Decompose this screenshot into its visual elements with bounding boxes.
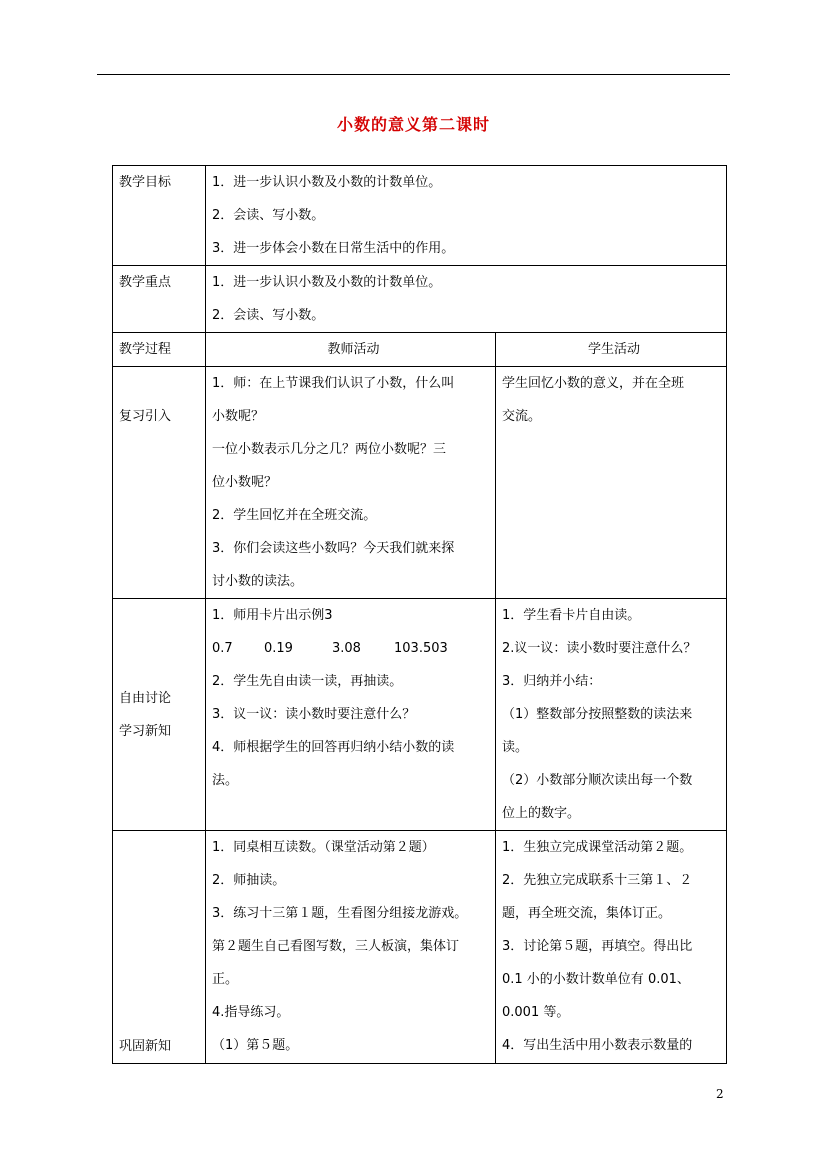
explore-student-line: 3．归纳并小结： bbox=[502, 674, 602, 689]
example-number: 3.08 bbox=[332, 641, 361, 656]
goal-content bbox=[206, 166, 727, 266]
example-number: 103.503 bbox=[394, 641, 448, 656]
label-consolidate bbox=[113, 831, 206, 1064]
consolidate-student-line: 0.001 等。 bbox=[502, 1005, 570, 1020]
row-teaching-goal bbox=[113, 166, 727, 266]
document-title: 小数的意义第二课时 bbox=[336, 115, 490, 134]
header-teacher-activity: 教师活动 bbox=[206, 333, 496, 367]
label-teaching-goal: 教学目标 bbox=[113, 166, 206, 266]
header-rule bbox=[97, 74, 730, 75]
lesson-plan-table bbox=[112, 165, 727, 1064]
consolidate-student bbox=[496, 831, 727, 1064]
explore-student-line: 读。 bbox=[502, 740, 529, 755]
review-teacher-line: 1．师：在上节课我们认识了小数，什么叫 bbox=[212, 376, 455, 391]
review-teacher-line: 3．你们会读这些小数吗？今天我们就来探 bbox=[212, 541, 455, 556]
consolidate-student-line: 题，再全班交流，集体订正。 bbox=[502, 906, 672, 921]
key-item: 1．进一步认识小数及小数的计数单位。 bbox=[212, 275, 442, 290]
explore-student-line: 2.议一议：读小数时要注意什么？ bbox=[502, 641, 697, 656]
goal-item: 1．进一步认识小数及小数的计数单位。 bbox=[212, 175, 442, 190]
explore-student-line: （1）整数部分按照整数的读法来 bbox=[502, 707, 693, 722]
review-student-line: 交流。 bbox=[502, 409, 542, 424]
review-teacher bbox=[206, 367, 496, 599]
explore-teacher-line: 法。 bbox=[212, 773, 239, 788]
example-number: 0.7 bbox=[212, 641, 233, 656]
label-key-points: 教学重点 bbox=[113, 266, 206, 333]
goal-item: 2．会读、写小数。 bbox=[212, 208, 325, 223]
consolidate-teacher bbox=[206, 831, 496, 1064]
consolidate-teacher-line: 3．练习十三第１题，生看图分组接龙游戏。 bbox=[212, 906, 468, 921]
consolidate-student-line: 3．讨论第５题，再填空。得出比 bbox=[502, 939, 693, 954]
label-teaching-process: 教学过程 bbox=[113, 333, 206, 367]
explore-student-line: 1．学生看卡片自由读。 bbox=[502, 608, 641, 623]
consolidate-label-text: 巩固新知 bbox=[119, 1039, 172, 1054]
explore-teacher-line: 1．师用卡片出示例3 bbox=[212, 608, 333, 623]
label-explore bbox=[113, 599, 206, 831]
goal-item: 3．进一步体会小数在日常生活中的作用。 bbox=[212, 241, 455, 256]
key-content bbox=[206, 266, 727, 333]
explore-label-line: 学习新知 bbox=[119, 723, 172, 739]
review-student bbox=[496, 367, 727, 599]
header-student-activity: 学生活动 bbox=[496, 333, 727, 367]
example-number: 0.19 bbox=[264, 641, 293, 656]
row-process-header bbox=[113, 333, 727, 367]
key-item: 2．会读、写小数。 bbox=[212, 308, 325, 323]
row-review bbox=[113, 367, 727, 599]
review-teacher-line: 2．学生回忆并在全班交流。 bbox=[212, 508, 377, 523]
review-teacher-line: 一位小数表示几分之几？两位小数呢？三 bbox=[212, 442, 447, 457]
consolidate-teacher-line: 第２题生自己看图写数，三人板演，集体订 bbox=[212, 939, 460, 954]
consolidate-teacher-line: 1．同桌相互读数。（课堂活动第２题） bbox=[212, 840, 435, 855]
row-explore bbox=[113, 599, 727, 831]
explore-student-line: （2）小数部分顺次读出每一个数 bbox=[502, 773, 693, 788]
consolidate-student-line: 1．生独立完成课堂活动第２题。 bbox=[502, 840, 693, 855]
consolidate-teacher-line: 4.指导练习。 bbox=[212, 1005, 290, 1020]
example-numbers bbox=[212, 632, 495, 665]
consolidate-teacher-line: 正。 bbox=[212, 972, 239, 987]
review-teacher-line: 小数呢？ bbox=[212, 409, 265, 424]
explore-teacher-line: 2．学生先自由读一读，再抽读。 bbox=[212, 674, 403, 689]
consolidate-teacher-line: 2．师抽读。 bbox=[212, 873, 286, 888]
review-label-text: 复习引入 bbox=[119, 409, 172, 424]
label-review bbox=[113, 367, 206, 599]
explore-teacher bbox=[206, 599, 496, 831]
explore-teacher-line: 4．师根据学生的回答再归纳小结小数的读 bbox=[212, 740, 455, 755]
row-key-points bbox=[113, 266, 727, 333]
page-number: 2 bbox=[716, 1087, 724, 1101]
consolidate-student-line: 2．先独立完成联系十三第１、２ bbox=[502, 873, 693, 888]
review-teacher-line: 位小数呢？ bbox=[212, 475, 278, 490]
review-student-line: 学生回忆小数的意义，并在全班 bbox=[502, 376, 685, 391]
explore-label-line: 自由讨论 bbox=[119, 690, 172, 706]
consolidate-teacher-line: （1）第５题。 bbox=[212, 1038, 299, 1053]
review-teacher-line: 讨小数的读法。 bbox=[212, 574, 304, 589]
explore-teacher-line: 3．议一议：读小数时要注意什么？ bbox=[212, 707, 416, 722]
explore-student-line: 位上的数字。 bbox=[502, 806, 581, 821]
consolidate-student-line: 0.1 小的小数计数单位有 0.01、 bbox=[502, 972, 690, 987]
explore-student bbox=[496, 599, 727, 831]
row-consolidate bbox=[113, 831, 727, 1064]
consolidate-student-line: 4．写出生活中用小数表示数量的 bbox=[502, 1038, 693, 1053]
